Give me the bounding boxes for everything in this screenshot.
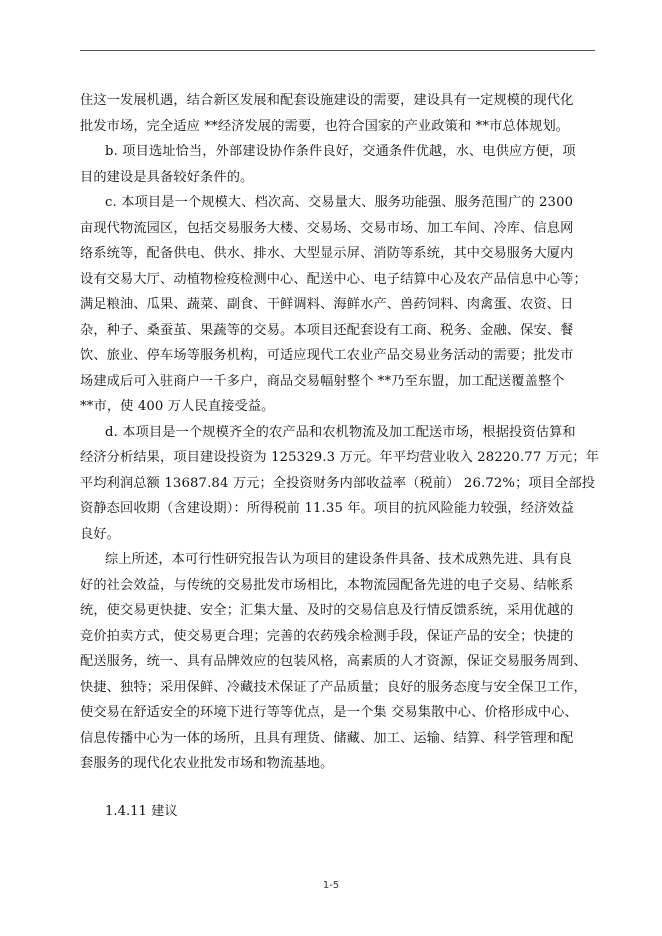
text-line: 杂，种子、桑蚕茧、果蔬等的交易。本项目还配套设有工商、税务、金融、保安、餐 (80, 322, 574, 338)
text-line: 使交易在舒适安全的环境下进行等等优点，是一个集 交易集散中心、价格形成中心、 (80, 705, 578, 720)
text-line: **市，使 400 万人民直接受益。 (80, 399, 275, 414)
text-line: 场建成后可入驻商户一千多户，商品交易幅射整个 **乃至东盟，加工配送覆盖整个 (80, 373, 565, 389)
text-line: 快捷、独特；采用保鲜、冷藏技术保证了产品质量；良好的服务态度与安全保卫工作， (80, 679, 587, 695)
text-line: 满足粮油、瓜果、蔬菜、副食、干鲜调料、海鲜水产、兽药饲料、肉禽蛋、农资、日 (80, 297, 574, 312)
text-line: 批发市场，完全适应 **经济发展的需要，也符合国家的产业政策和 **市总体规划。 (80, 118, 570, 134)
section-heading: 1.4.11 建议 (105, 804, 178, 819)
text-line: 饮、旅业、停车场等服务机构，可适应现代工农业产品交易业务活动的需要；批发市 (80, 348, 574, 363)
text-line: 配送服务，统一、具有品牌效应的包装风格，高素质的人才资源，保证交易服务周到、 (80, 654, 587, 669)
text-line: d. 本项目是一个规模齐全的农产品和农机物流及加工配送市场，根据投资估算和 (105, 424, 576, 440)
text-line: 络系统等，配备供电、供水、排水、大型显示屏、消防等系统，其中交易服务大厦内 (80, 246, 574, 261)
text-line: b. 项目选址恰当，外部建设协作条件良好，交通条件优越，水、电供应方便，项 (105, 144, 576, 159)
text-line: 亩现代物流园区，包括交易服务大楼、交易场、交易市场、加工车间、冷库、信息网 (80, 220, 574, 236)
page-number: 1-5 (322, 880, 340, 891)
text-line: c. 本项目是一个规模大、档次高、交易量大、服务功能强、服务范围广的 2300 (105, 195, 574, 210)
text-line: 经济分析结果，项目建设投资为 125329.3 万元。年平均营业收入 28220.77 万元；年 (80, 450, 600, 465)
text-line: 住这一发展机遇，结合新区发展和配套设施建设的需要，建设具有一定规模的现代化 (80, 93, 574, 108)
text-line: 良好。 (80, 526, 121, 542)
text-line: 信息传播中心为一体的场所，且具有理货、储藏、加工、运输、结算、科学管理和配 (80, 730, 574, 746)
header-rule (80, 50, 595, 51)
text-line: 资静态回收期（含建设期）：所得税前 11.35 年。项目的抗风险能力较强，经济效益 (80, 501, 575, 516)
text-line: 统，使交易更快捷、安全；汇集大量、及时的交易信息及行情反馈系统，采用优越的 (80, 603, 574, 618)
text-line: 竞价拍卖方式，使交易更合理；完善的农药残余检测手段，保证产品的安全；快捷的 (80, 628, 574, 644)
text-line: 套服务的现代化农业批发市场和物流基地。 (80, 756, 334, 771)
document-body (80, 88, 600, 777)
text-line: 设有交易大厅、动植物检疫检测中心、配送中心、电子结算中心及农产品信息中心等； (80, 271, 587, 287)
text-line: 好的社会效益，与传统的交易批发市场相比，本物流园配备先进的电子交易、结帐系 (80, 577, 574, 593)
text-line: 综上所述，本可行性研究报告认为项目的建设条件具备、技术成熟先进、具有良 (105, 552, 572, 567)
text-line: 平均利润总额 13687.84 万元；全投资财务内部收益率（税前） 26.72%；项目全部投 (80, 475, 596, 491)
text-line: 目的建设是具备较好条件的。 (80, 169, 254, 185)
